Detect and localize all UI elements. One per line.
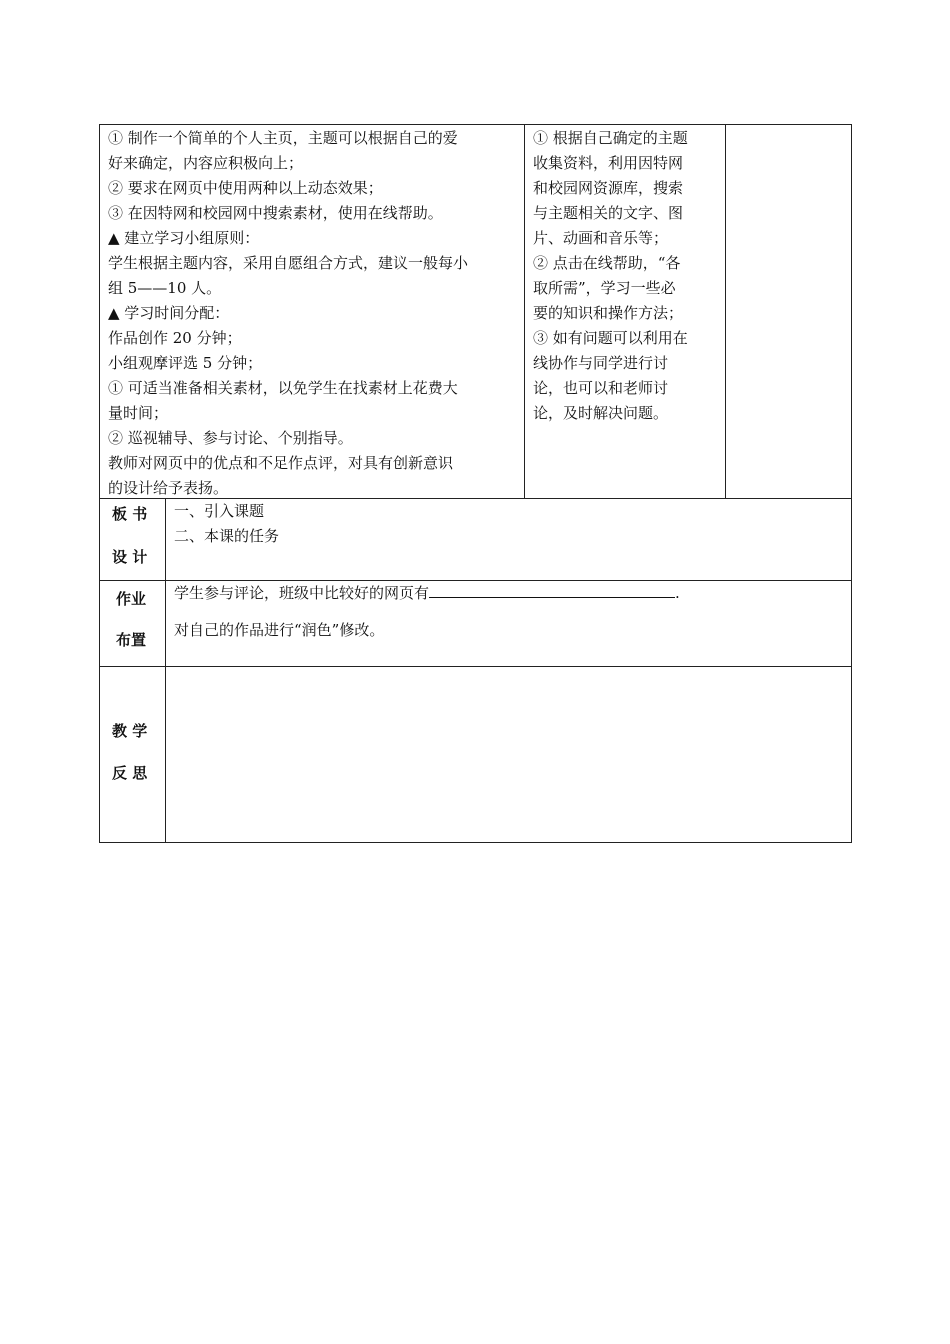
board-design-line-2: 二、本课的任务 — [174, 527, 280, 545]
reflection-label-bottom: 反 思 — [112, 764, 148, 782]
text-line: 线协作与同学进行讨 — [533, 354, 669, 372]
board-design-line-1: 一、引入课题 — [174, 502, 265, 520]
text-line: 片、动画和音乐等； — [533, 229, 669, 247]
text-line: 收集资料，利用因特网 — [533, 154, 684, 172]
text-line: 作品创作 20 分钟； — [108, 329, 242, 347]
text-line: 要的知识和操作方法； — [533, 304, 684, 322]
homework-label-top: 作业 — [116, 590, 147, 608]
table-bottom-border — [99, 842, 852, 843]
col-divider-middle — [524, 124, 525, 499]
homework-label-bottom: 布置 — [116, 631, 147, 649]
text-line: 论，也可以和老师讨 — [533, 379, 669, 397]
teacher-activity-cell — [108, 126, 468, 501]
text-line: ③ 在因特网和校园网中搜索素材，使用在线帮助。 — [108, 204, 443, 222]
text-line: 的设计给予表扬。 — [108, 479, 229, 497]
fill-in-blank — [429, 583, 675, 598]
text-line: ① 制作一个简单的个人主页，主题可以根据自己的爱 — [108, 129, 458, 147]
text-line: ② 要求在网页中使用两种以上动态效果； — [108, 179, 383, 197]
text-line: 好来确定，内容应积极向上； — [108, 154, 304, 172]
homework-line-1 — [174, 581, 680, 606]
text-line: ③ 如有问题可以利用在 — [533, 329, 688, 347]
text-line: 小组观摩评选 5 分钟； — [108, 354, 263, 372]
text-line: 与主题相关的文字、图 — [533, 204, 684, 222]
text-line: ▲ 建立学习小组原则： — [108, 229, 260, 247]
reflection-content-cell — [166, 667, 851, 842]
text-line: ① 根据自己确定的主题 — [533, 129, 688, 147]
text-line: ② 巡视辅导、参与讨论、个别指导。 — [108, 429, 353, 447]
reflection-label-top: 教 学 — [112, 722, 148, 740]
board-design-label-top: 板 书 — [112, 505, 148, 523]
text-line: 量时间； — [108, 404, 169, 422]
text-line: ▲ 学习时间分配： — [108, 304, 230, 322]
homework-line-1-end: . — [675, 584, 680, 602]
table-right-border — [851, 124, 852, 843]
text-line: ② 点击在线帮助，“各 — [533, 254, 681, 272]
homework-line-1-text: 学生参与评论，班级中比较好的网页有 — [174, 584, 430, 602]
homework-line-2: 对自己的作品进行“润色”修改。 — [174, 621, 385, 639]
text-line: 和校园网资源库，搜索 — [533, 179, 684, 197]
text-line: 论，及时解决问题。 — [533, 404, 669, 422]
text-line: 教师对网页中的优点和不足作点评，对具有创新意识 — [108, 454, 454, 472]
text-line: 取所需”，学习一些必 — [533, 279, 676, 297]
board-design-label-bottom: 设 计 — [112, 548, 148, 566]
text-line: 学生根据主题内容，采用自愿组合方式，建议一般每小 — [108, 254, 469, 272]
notes-cell — [726, 125, 851, 498]
student-activity-cell — [533, 126, 688, 426]
text-line: 组 5——10 人。 — [108, 279, 222, 297]
text-line: ① 可适当准备相关素材，以免学生在找素材上花费大 — [108, 379, 458, 397]
table-left-border — [99, 124, 100, 843]
